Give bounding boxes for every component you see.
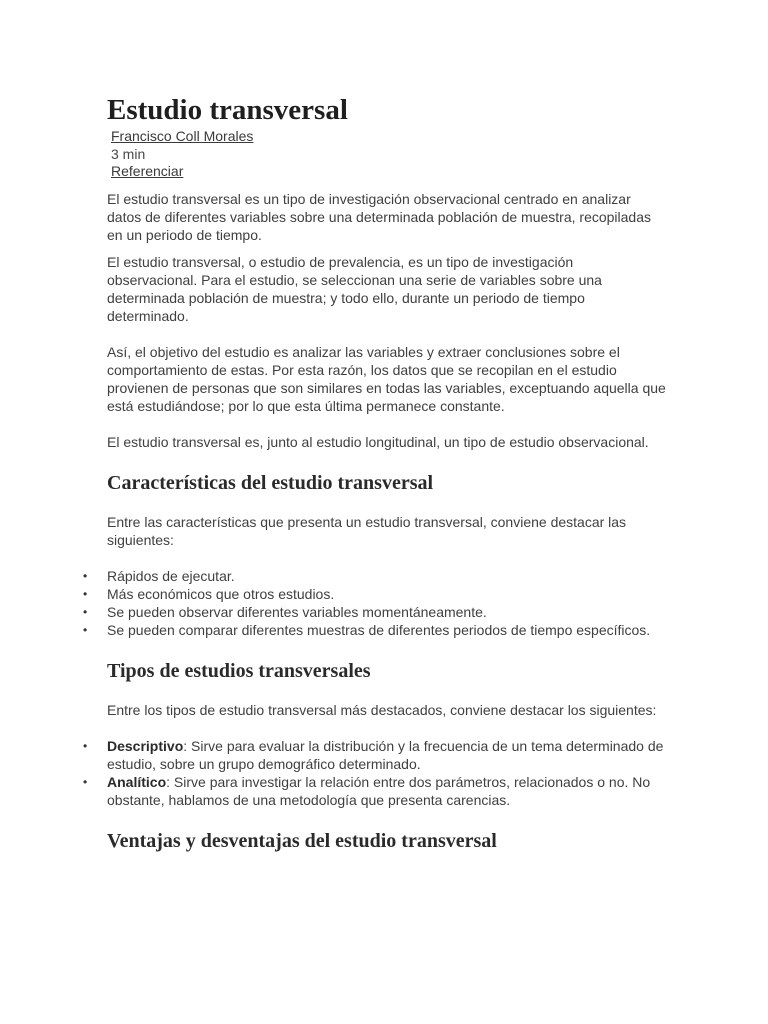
list-item: • Más económicos que otros estudios. (83, 586, 335, 602)
list-item: • Descriptivo: Sirve para evaluar la distribución y la frecuencia de un tema determinado de estudio, sobre un grupo demográfico determinado. (83, 738, 664, 772)
types-list (83, 737, 667, 809)
list-item: • Rápidos de ejecutar. (83, 568, 235, 584)
bullet-icon: • (83, 775, 88, 789)
list-item: • Se pueden comparar diferentes muestras de diferentes periodos de tiempo específicos. (83, 622, 651, 638)
characteristics-intro: Entre las características que presenta un estudio transversal, conviene destacar las siguientes: (107, 514, 627, 548)
intro-paragraph-4: El estudio transversal es, junto al estudio longitudinal, un tipo de estudio observacional. (107, 434, 649, 450)
types-intro: Entre los tipos de estudio transversal más destacados, conviene destacar los siguientes: (107, 702, 657, 718)
type-term: Analítico (107, 774, 167, 790)
bullet-icon: • (83, 587, 88, 601)
author-link[interactable]: Francisco Coll Morales (111, 128, 254, 144)
bullet-icon: • (83, 739, 88, 753)
page-title: Estudio transversal (107, 94, 348, 126)
bullet-icon: • (83, 605, 88, 619)
bullet-icon: • (83, 569, 88, 583)
section-heading-pros-cons: Ventajas y desventajas del estudio transversal (107, 830, 497, 852)
section-heading-characteristics: Características del estudio transversal (107, 472, 434, 494)
bullet-icon: • (83, 623, 88, 637)
intro-paragraph-2: El estudio transversal, o estudio de prevalencia, es un tipo de investigación observacional. Para el estudio, se seleccionan una serie de variables sobre una determinada población de muestra; y todo ello, durante un periodo de tiempo determinado. (107, 254, 602, 324)
cite-link[interactable]: Referenciar (111, 163, 184, 179)
article-meta (111, 128, 253, 181)
list-item: • Analítico: Sirve para investigar la relación entre dos parámetros, relacionados o no. No obstante, hablamos de una metodología que presenta carencias. (83, 774, 651, 808)
intro-paragraph-1: El estudio transversal es un tipo de investigación observacional centrado en analizar datos de diferentes variables sobre una determinada población de muestra, recopiladas en un periodo de tiempo. (107, 191, 652, 243)
intro-paragraph-3: Así, el objetivo del estudio es analizar las variables y extraer conclusiones sobre el comportamiento de estas. Por esta razón, los datos que se recopilan en el estudio provienen de personas que son similares en todas las variables, exceptuando aquella que está estudiándose; por lo que esta última permanece constante. (107, 344, 666, 414)
read-time: 3 min (111, 145, 146, 162)
characteristics-list (83, 567, 667, 639)
section-heading-types: Tipos de estudios transversales (107, 660, 371, 682)
type-term: Descriptivo (107, 738, 184, 754)
list-item: • Se pueden observar diferentes variables momentáneamente. (83, 604, 487, 620)
article-body (83, 190, 667, 871)
